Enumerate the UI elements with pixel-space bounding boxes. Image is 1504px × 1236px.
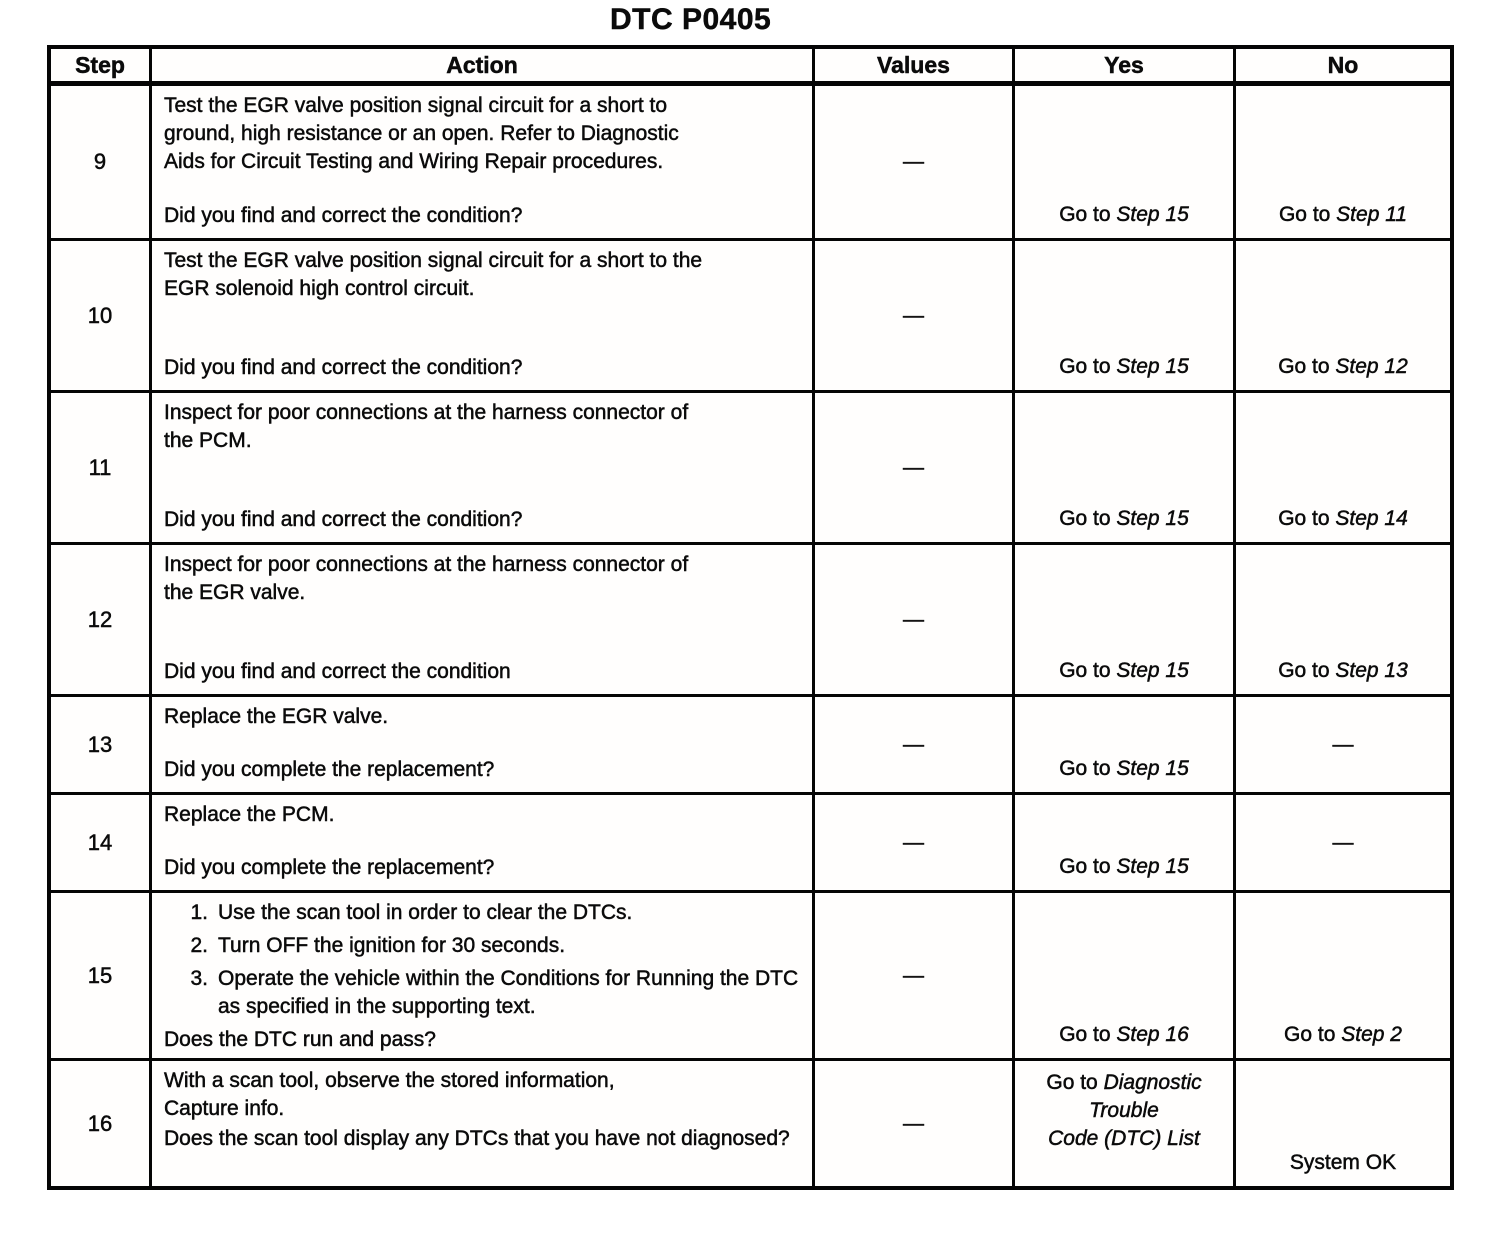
goto-prefix: Go to bbox=[1059, 855, 1117, 878]
col-header-values bbox=[815, 49, 1012, 83]
no-cell bbox=[1236, 697, 1450, 792]
goto-prefix: Go to bbox=[1059, 757, 1117, 780]
yes-cell bbox=[1015, 795, 1233, 890]
yes-goto bbox=[1059, 755, 1189, 783]
goto-prefix: Go to bbox=[1059, 203, 1117, 226]
action-line: ground, high resistance or an open. Refer to Diagnostic bbox=[164, 122, 679, 145]
no-dash: — bbox=[1332, 830, 1354, 854]
action-question: Does the scan tool display any DTCs that you have not diagnosed? bbox=[164, 1127, 790, 1150]
yes-cell bbox=[1015, 86, 1233, 238]
no-cell bbox=[1236, 241, 1450, 390]
action-cell bbox=[152, 86, 812, 238]
list-item-text: Turn OFF the ignition for 30 seconds. bbox=[218, 934, 566, 957]
yes-goto bbox=[1059, 657, 1189, 685]
col-header-step bbox=[51, 49, 149, 83]
action-text bbox=[164, 703, 804, 731]
goto-target: Step 12 bbox=[1335, 355, 1408, 378]
action-line: Test the EGR valve position signal circuit for a short to the bbox=[164, 249, 703, 272]
yes-goto bbox=[1059, 1021, 1189, 1049]
list-item bbox=[178, 965, 804, 1021]
goto-target: Step 15 bbox=[1116, 355, 1189, 378]
goto-target: Diagnostic bbox=[1103, 1071, 1202, 1094]
diagnostic-table bbox=[47, 45, 1454, 1190]
step-number: 13 bbox=[87, 731, 113, 757]
list-item-text: Use the scan tool in order to clear the DTCs. bbox=[218, 901, 633, 924]
no-cell bbox=[1236, 86, 1450, 238]
action-line: Aids for Circuit Testing and Wiring Repair procedures. bbox=[164, 150, 664, 173]
action-text bbox=[164, 399, 804, 455]
yes-cell bbox=[1015, 893, 1233, 1058]
yes-goto bbox=[1046, 1069, 1201, 1153]
action-cell bbox=[152, 795, 812, 890]
action-line: With a scan tool, observe the stored information, bbox=[164, 1069, 615, 1092]
action-cell bbox=[152, 1061, 812, 1186]
values-cell bbox=[815, 86, 1012, 238]
values-cell bbox=[815, 241, 1012, 390]
no-result: System OK bbox=[1289, 1151, 1397, 1174]
yes-cell bbox=[1015, 545, 1233, 694]
action-line: Inspect for poor connections at the harness connector of bbox=[164, 553, 689, 576]
action-question: Did you find and correct the condition? bbox=[164, 204, 523, 227]
goto-target: Step 15 bbox=[1116, 203, 1189, 226]
yes-cell bbox=[1015, 697, 1233, 792]
list-item-number: 1. bbox=[190, 901, 208, 924]
action-cell bbox=[152, 697, 812, 792]
step-cell bbox=[51, 697, 149, 792]
goto-target: Code (DTC) List bbox=[1048, 1127, 1200, 1150]
step-cell bbox=[51, 545, 149, 694]
goto-target: Step 15 bbox=[1116, 507, 1189, 530]
goto-target: Step 15 bbox=[1116, 659, 1189, 682]
no-goto bbox=[1279, 201, 1407, 229]
yes-cell bbox=[1015, 393, 1233, 542]
goto-target: Step 14 bbox=[1335, 507, 1408, 530]
goto-target: Step 11 bbox=[1336, 203, 1408, 226]
action-cell bbox=[152, 545, 812, 694]
action-line: Inspect for poor connections at the harness connector of bbox=[164, 401, 689, 424]
yes-goto bbox=[1059, 201, 1189, 229]
no-cell bbox=[1236, 1061, 1450, 1186]
no-dash: — bbox=[1332, 732, 1354, 756]
action-text bbox=[164, 1067, 804, 1123]
goto-target: Step 2 bbox=[1341, 1023, 1402, 1046]
values-cell bbox=[815, 893, 1012, 1058]
col-header-yes bbox=[1015, 49, 1233, 83]
values-dash: — bbox=[903, 732, 924, 756]
values-dash: — bbox=[903, 1111, 924, 1135]
action-question: Did you find and correct the condition? bbox=[164, 356, 523, 379]
no-goto bbox=[1278, 505, 1408, 533]
goto-target: Trouble bbox=[1089, 1099, 1159, 1122]
action-cell bbox=[152, 893, 812, 1058]
goto-prefix: Go to bbox=[1059, 507, 1117, 530]
action-line: Replace the PCM. bbox=[164, 803, 335, 826]
action-question: Did you find and correct the condition bbox=[164, 660, 511, 683]
action-question: Does the DTC run and pass? bbox=[164, 1028, 436, 1051]
goto-target: Step 15 bbox=[1116, 757, 1189, 780]
action-text bbox=[164, 551, 804, 607]
values-dash: — bbox=[903, 303, 924, 327]
yes-goto bbox=[1059, 853, 1189, 881]
step-cell bbox=[51, 241, 149, 390]
col-header-yes-label: Yes bbox=[1104, 52, 1144, 78]
no-goto bbox=[1284, 1021, 1402, 1049]
goto-prefix: Go to bbox=[1059, 659, 1117, 682]
action-line: Capture info. bbox=[164, 1097, 285, 1120]
values-cell bbox=[815, 795, 1012, 890]
action-line: the PCM. bbox=[164, 429, 252, 452]
step-cell bbox=[51, 795, 149, 890]
yes-goto bbox=[1059, 505, 1189, 533]
values-cell bbox=[815, 545, 1012, 694]
action-line: the EGR valve. bbox=[164, 581, 306, 604]
yes-cell bbox=[1015, 241, 1233, 390]
no-cell bbox=[1236, 795, 1450, 890]
values-dash: — bbox=[903, 607, 924, 631]
action-line: EGR solenoid high control circuit. bbox=[164, 277, 475, 300]
goto-prefix: Go to bbox=[1278, 355, 1336, 378]
no-cell bbox=[1236, 545, 1450, 694]
list-item bbox=[178, 899, 804, 927]
action-steps-list bbox=[164, 899, 804, 1026]
goto-prefix: Go to bbox=[1278, 203, 1337, 226]
no-goto bbox=[1278, 353, 1408, 381]
step-cell bbox=[51, 86, 149, 238]
goto-prefix: Go to bbox=[1284, 1023, 1342, 1046]
goto-prefix: Go to bbox=[1278, 507, 1336, 530]
goto-target: Step 16 bbox=[1116, 1023, 1189, 1046]
no-cell bbox=[1236, 893, 1450, 1058]
col-header-step-label: Step bbox=[75, 52, 125, 78]
goto-target: Step 15 bbox=[1116, 855, 1189, 878]
step-number: 11 bbox=[88, 454, 112, 480]
col-header-values-label: Values bbox=[877, 52, 950, 78]
step-cell bbox=[51, 1061, 149, 1186]
step-cell bbox=[51, 893, 149, 1058]
no-cell bbox=[1236, 393, 1450, 542]
step-number: 16 bbox=[87, 1110, 113, 1136]
action-text bbox=[164, 247, 804, 303]
values-cell bbox=[815, 1061, 1012, 1186]
step-cell bbox=[51, 393, 149, 542]
goto-prefix: Go to bbox=[1278, 659, 1336, 682]
step-number: 15 bbox=[87, 962, 113, 988]
action-line: Test the EGR valve position signal circuit for a short to bbox=[164, 94, 668, 117]
col-header-no-label: No bbox=[1327, 52, 1359, 78]
values-dash: — bbox=[903, 830, 924, 854]
list-item bbox=[178, 932, 804, 960]
list-item-number: 2. bbox=[190, 934, 208, 957]
document-title: DTC P0405 bbox=[610, 3, 772, 36]
step-number: 12 bbox=[87, 606, 113, 632]
col-header-action bbox=[152, 49, 812, 83]
action-question: Did you find and correct the condition? bbox=[164, 508, 523, 531]
action-question: Did you complete the replacement? bbox=[164, 856, 495, 879]
col-header-action-label: Action bbox=[446, 52, 518, 78]
step-number: 10 bbox=[87, 302, 113, 328]
action-cell bbox=[152, 241, 812, 390]
action-text bbox=[164, 801, 804, 829]
action-text bbox=[164, 92, 804, 176]
list-item-text: Operate the vehicle within the Conditions for Running the DTC as specified in the supporting text. bbox=[218, 967, 799, 1018]
values-dash: — bbox=[903, 963, 924, 987]
values-dash: — bbox=[903, 455, 924, 479]
goto-prefix: Go to bbox=[1046, 1071, 1104, 1094]
action-question: Did you complete the replacement? bbox=[164, 758, 495, 781]
step-number: 14 bbox=[87, 829, 113, 855]
action-line: Replace the EGR valve. bbox=[164, 705, 389, 728]
goto-prefix: Go to bbox=[1059, 1023, 1117, 1046]
values-cell bbox=[815, 393, 1012, 542]
goto-target: Step 13 bbox=[1335, 659, 1408, 682]
col-header-no bbox=[1236, 49, 1450, 83]
action-cell bbox=[152, 393, 812, 542]
list-item-number: 3. bbox=[190, 967, 208, 990]
step-number: 9 bbox=[93, 149, 107, 174]
values-dash: — bbox=[903, 150, 924, 173]
yes-cell bbox=[1015, 1061, 1233, 1186]
yes-goto bbox=[1059, 353, 1189, 381]
goto-prefix: Go to bbox=[1059, 355, 1117, 378]
no-goto bbox=[1278, 657, 1408, 685]
values-cell bbox=[815, 697, 1012, 792]
